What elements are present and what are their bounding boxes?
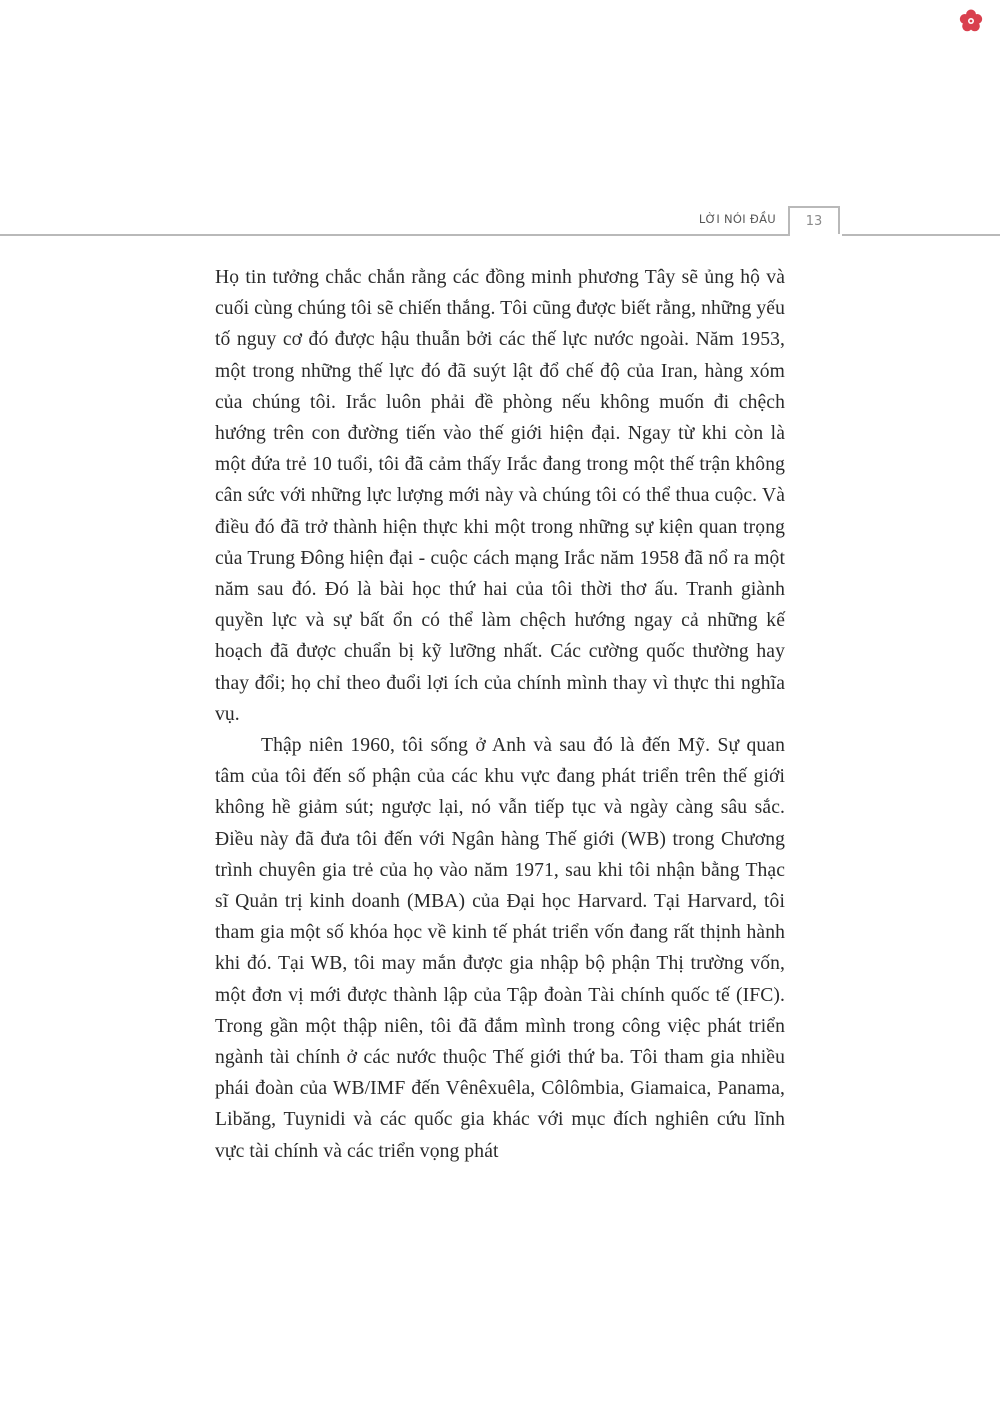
body-text: [215, 262, 785, 1167]
flower-emblem-icon: [958, 8, 984, 34]
header-rule-left: [0, 234, 790, 236]
paragraph-2: Thập niên 1960, tôi sống ở Anh và sau đó là đến Mỹ. Sự quan tâm của tôi đến số phận của các khu vực đang phát triển trên thế giới không hề giảm sút; ngược lại, nó vẫn tiếp tục và ngày càng sâu sắc. Điều này đã đưa tôi đến với Ngân hàng Thế giới (WB) trong Chương trình chuyên gia trẻ của họ vào năm 1971, sau khi tôi nhận bằng Thạc sĩ Quản trị kinh doanh (MBA) của Đại học Harvard. Tại Harvard, tôi tham gia một số khóa học về kinh tế phát triển vốn đang rất thịnh hành khi đó. Tại WB, tôi may mắn được gia nhập bộ phận Thị trường vốn, một đơn vị mới được thành lập của Tập đoàn Tài chính quốc tế (IFC). Trong gần một thập niên, tôi đã đắm mình trong công việc phát triển ngành tài chính ở các nước thuộc Thế giới thứ ba. Tôi tham gia nhiều phái đoàn của WB/IMF đến Vênêxuêla, Côlômbia, Giamaica, Panama, Libăng, Tuynidi và các quốc gia khác với mục đích nghiên cứu lĩnh vực tài chính và các triển vọng phát: [215, 735, 785, 1162]
header-rule-right: [842, 234, 1000, 236]
running-head-title: LỜI NÓI ĐẦU: [698, 212, 776, 226]
page-number: 13: [788, 206, 840, 234]
paragraph-1: Họ tin tưởng chắc chắn rằng các đồng minh phương Tây sẽ ủng hộ và cuối cùng chúng tôi sẽ chiến thắng. Tôi cũng được biết rằng, những yếu tố nguy cơ đó được hậu thuẫn bởi các thế lực nước ngoài. Năm 1953, một trong những thế lực đó đã suýt lật đổ chế độ của Iran, hàng xóm của chúng tôi. Irắc luôn phải đề phòng nếu không muốn đi chệch hướng trên con đường tiến vào thế giới hiện đại. Ngay từ khi còn là một đứa trẻ 10 tuổi, tôi đã cảm thấy Irắc đang trong một thế trận không cân sức với những lực lượng mới này và chúng tôi có thể thua cuộc. Và điều đó đã trở thành hiện thực khi một trong những sự kiện quan trọng của Trung Đông hiện đại - cuộc cách mạng Irắc năm 1958 đã nổ ra một năm sau đó. Đó là bài học thứ hai của tôi thời thơ ấu. Tranh giành quyền lực và sự bất ổn có thể làm chệch hướng ngay cả những kế hoạch đã được chuẩn bị kỹ lưỡng nhất. Các cường quốc thường hay thay đổi; họ chỉ theo đuổi lợi ích của chính mình thay vì thực thi nghĩa vụ.: [215, 267, 785, 725]
